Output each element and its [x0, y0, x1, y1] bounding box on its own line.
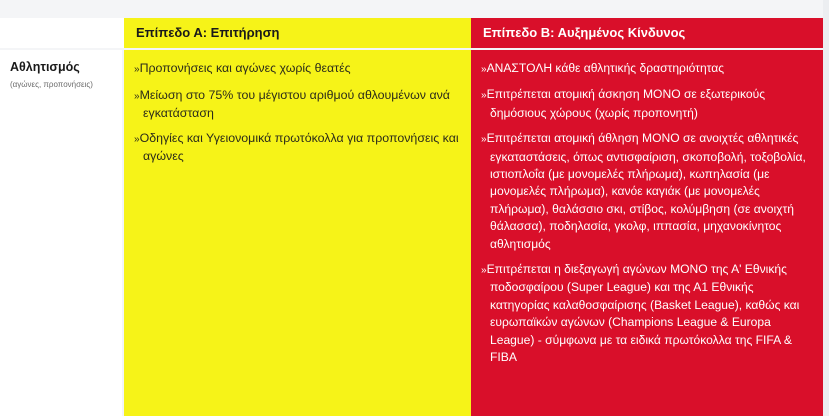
level-a-header: Επίπεδο Α: Επιτήρηση — [124, 18, 471, 48]
bullet-icon: » — [134, 64, 140, 75]
level-a-list — [134, 60, 459, 164]
list-item-text: Προπονήσεις και αγώνες χωρίς θεατές — [139, 61, 351, 75]
list-item — [134, 130, 459, 164]
list-item-text: Επιτρέπεται ατομική άσκηση ΜΟΝΟ σε εξωτερικούς δημόσιους χώρους (χωρίς προπονητή) — [486, 87, 766, 120]
row-title: Αθλητισμός — [10, 60, 80, 74]
table-header — [0, 18, 829, 48]
list-item-text: Μείωση στο 75% του μέγιστου αριθμού αθλουμένων ανά εγκατάσταση — [139, 88, 450, 120]
list-item — [481, 261, 811, 366]
bullet-icon: » — [481, 265, 487, 277]
list-item — [134, 87, 459, 121]
list-item-text: Επιτρέπεται ατομική άθληση ΜΟΝΟ σε ανοιχτές αθλητικές εγκαταστάσεις, όπως αντισφαίριση, σκοποβολή, τοξοβολία, ιστιοπλοΐα (με μονομελές πλήρωμα), κωπηλασία (με μονομελές πλήρωμα), κανόε καγιάκ (με μονομελές πλήρωμα), θαλάσσιο σκι, στίβος, κολύμβηση (σε ανοιχτή θάλασσα), ποδηλασία, γκολφ, ιππασία, μηχανοκίνητος αθλητισμός — [486, 131, 806, 251]
list-item — [134, 60, 459, 78]
level-b-header: Επίπεδο Β: Αυξημένος Κίνδυνος — [471, 18, 823, 48]
level-b-list — [481, 60, 811, 367]
bullet-icon: » — [134, 134, 140, 145]
table-row — [0, 50, 829, 416]
list-item — [481, 130, 811, 253]
restrictions-table — [0, 18, 829, 416]
row-label-cell — [0, 50, 122, 416]
bullet-icon: » — [481, 64, 487, 75]
right-margin — [823, 0, 829, 416]
list-item-text: Οδηγίες και Υγειονομικά πρωτόκολλα για προπονήσεις και αγώνες — [139, 131, 459, 163]
header-blank-cell — [0, 18, 124, 48]
row-subtitle: (αγώνες, προπονήσεις) — [10, 80, 93, 89]
bullet-icon: » — [481, 134, 487, 146]
bullet-icon: » — [134, 91, 140, 102]
list-item-text: Επιτρέπεται η διεξαγωγή αγώνων ΜΟΝΟ της Α' Εθνικής ποδοσφαίρου (Super League) και της Α1 Εθνικής κατηγορίας καλαθοσφαίρισης (Basket League), καθώς και ευρωπαϊκών αγώνων (Champions League & Europa League) - σύμφωνα με τα ειδικά πρωτόκολλα της FIFA & FIBA — [486, 262, 800, 365]
list-item — [481, 60, 811, 78]
level-b-cell — [471, 50, 823, 416]
bullet-icon: » — [481, 90, 487, 102]
level-a-cell — [124, 50, 471, 416]
list-item — [481, 86, 811, 122]
list-item-text: ΑΝΑΣΤΟΛΗ κάθε αθλητικής δραστηριότητας — [486, 61, 725, 75]
